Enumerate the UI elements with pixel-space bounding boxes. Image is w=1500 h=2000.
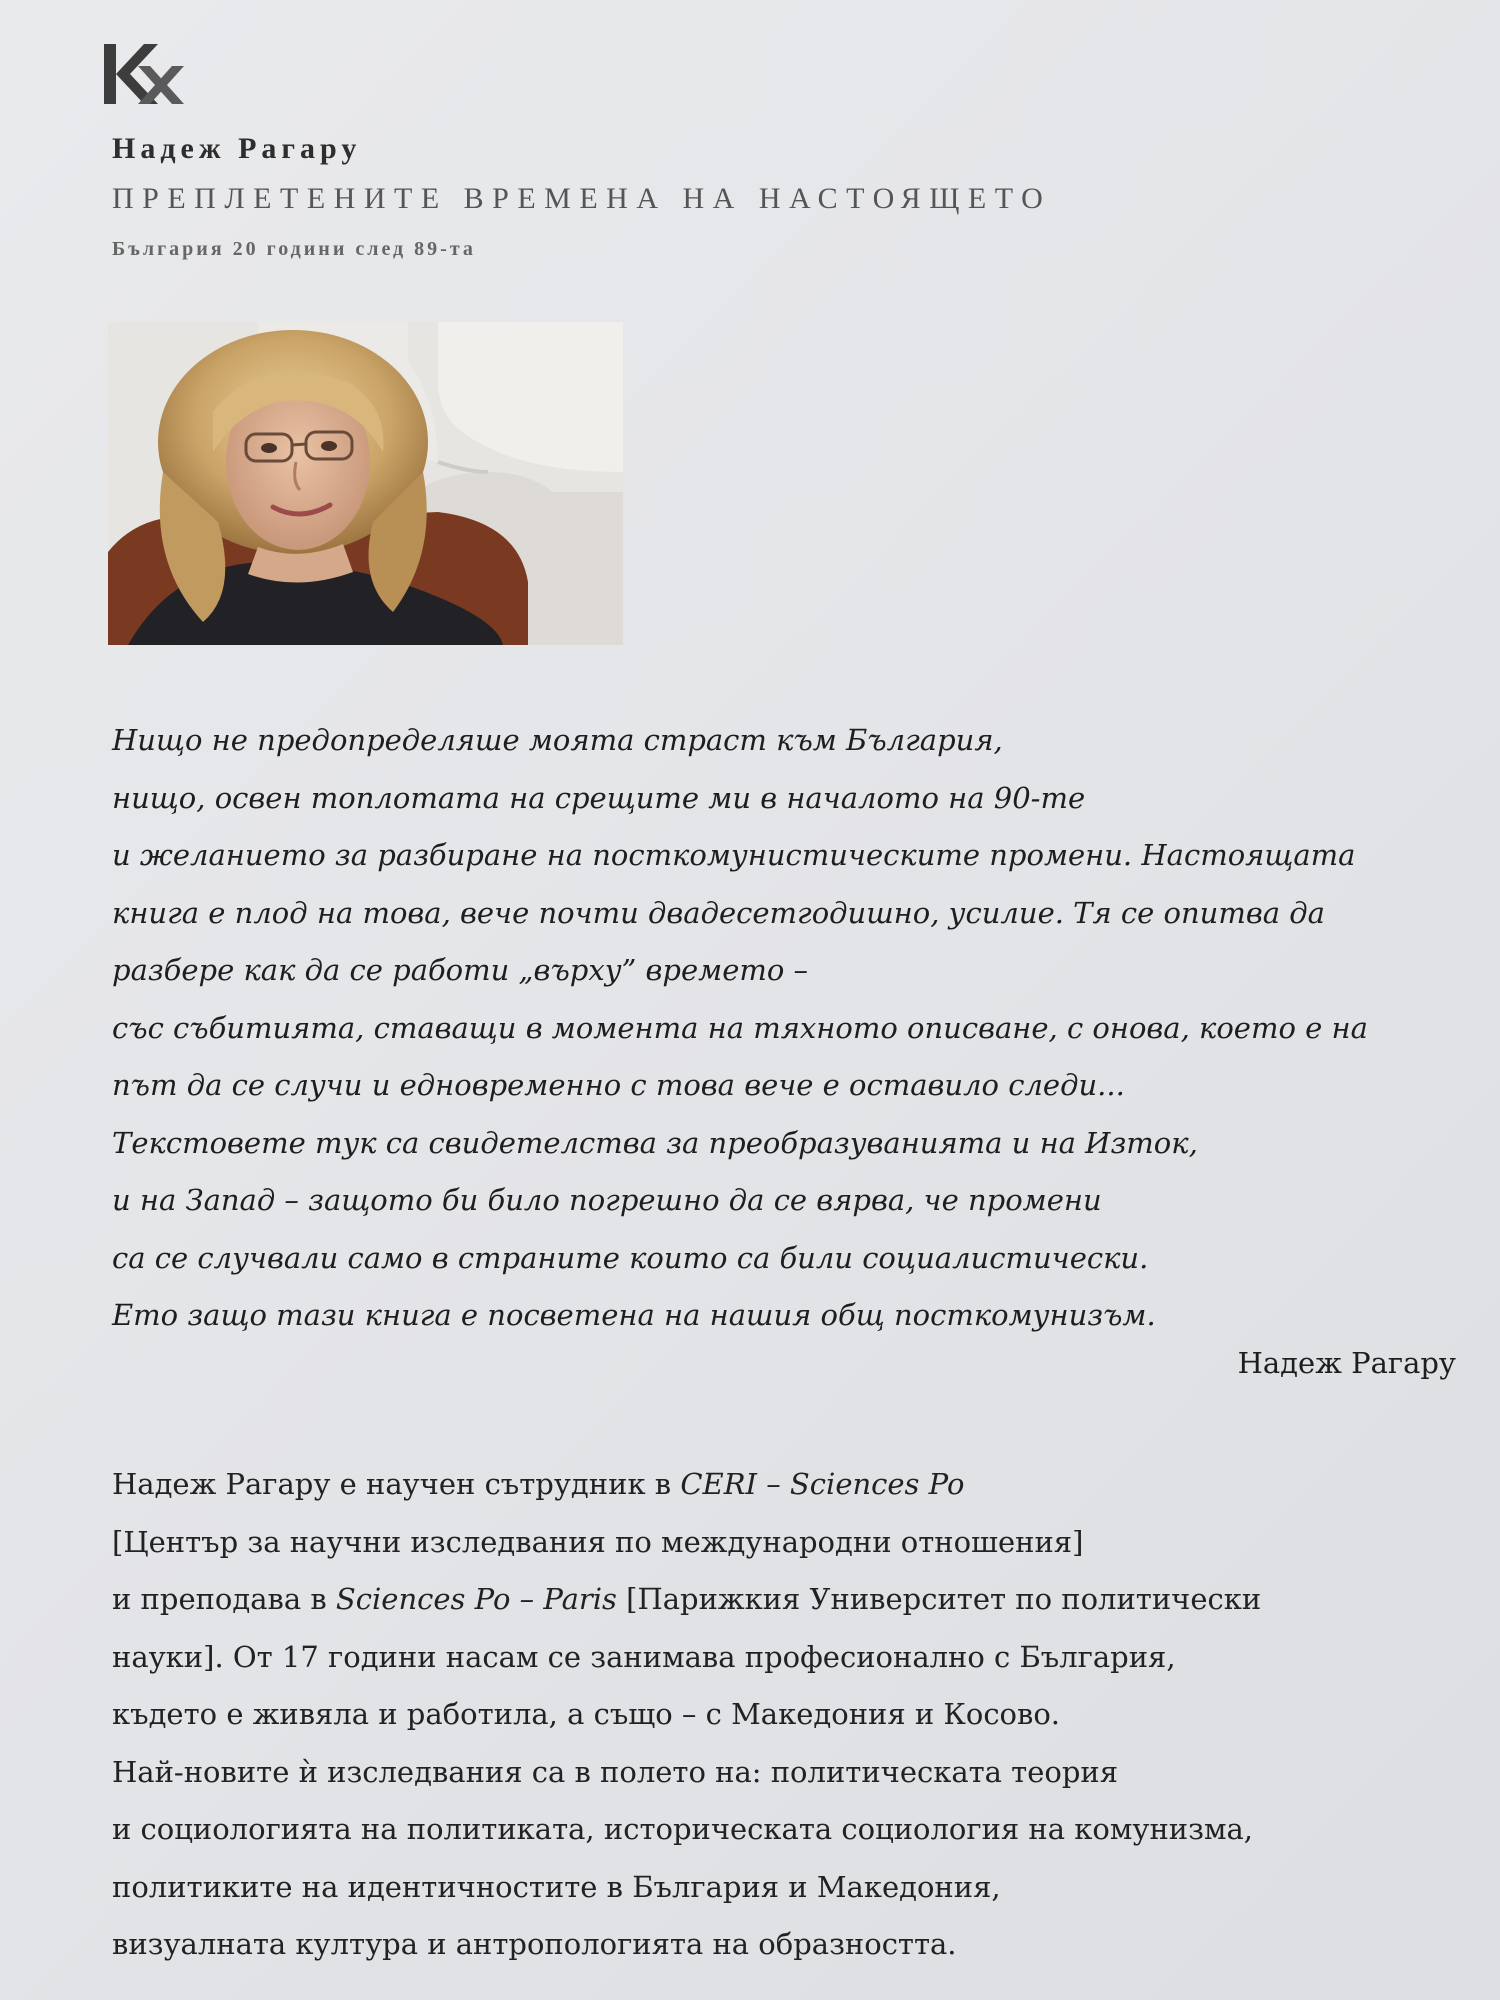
bio-text: [Парижкия Университет по политически	[616, 1582, 1262, 1616]
bio-text: Надеж Рагару е научен сътрудник в	[112, 1467, 681, 1501]
quote-line: нищо, освен топлотата на срещите ми в началото на 90-те	[112, 780, 1086, 815]
author-quote	[112, 712, 1452, 1345]
bio-line: където е живяла и работила, а също – с Македония и Косово.	[112, 1697, 1061, 1731]
bio-line: визуалната култура и антропологията на образността.	[112, 1927, 957, 1961]
institution-name: CERI – Sciences Po	[680, 1467, 965, 1501]
bio-line: науки]. От 17 години насам се занимава професионално с България,	[112, 1639, 1176, 1674]
quote-line: и на Запад – защото би било погрешно да се вярва, че промени	[112, 1183, 1102, 1217]
bio-line: Най-новите ѝ изследвания са в полето на: политическата теория	[112, 1754, 1119, 1789]
quote-signature: Надеж Рагару	[1237, 1346, 1456, 1380]
bio-line: [Център за научни изследвания по международни отношения]	[112, 1524, 1084, 1559]
quote-line: книга е плод на това, вече почти двадесетгодишно, усилие. Тя се опитва да	[112, 895, 1325, 930]
bio-line	[112, 1571, 1462, 1629]
quote-line: и желанието за разбиране на посткомунистическите промени. Настоящата	[112, 838, 1356, 872]
quote-line: със събитията, ставащи в момента на тяхното описване, с онова, което е на	[112, 1010, 1368, 1045]
author-photo	[108, 322, 623, 645]
quote-line: разбере как да се работи „върху” времето –	[112, 953, 809, 987]
quote-line: са се случвали само в страните които са били социалистически.	[112, 1240, 1149, 1275]
bio-line: политиките на идентичностите в България и Македония,	[112, 1869, 1001, 1904]
quote-line: път да се случи и едновременно с това вече е оставило следи...	[112, 1068, 1125, 1102]
quote-line: Нищо не предопределяше моята страст към България,	[112, 723, 1003, 757]
bio-text: и преподава в	[112, 1582, 336, 1616]
author-portrait-icon	[108, 322, 623, 645]
institution-name: Sciences Po – Paris	[335, 1582, 617, 1616]
book-title: ПРЕПЛЕТЕНИТЕ ВРЕМЕНА НА НАСТОЯЩЕТО	[112, 182, 1052, 215]
quote-line: Текстовете тук са свидетелства за преобразуванията и на Изток,	[112, 1125, 1198, 1160]
kx-publisher-logo-icon	[100, 40, 190, 110]
bio-line: и социологията на политиката, историческата социология на комунизма,	[112, 1812, 1254, 1846]
bio-line	[112, 1456, 1462, 1514]
quote-line: Ето защо тази книга е посветена на нашия общ посткомунизъм.	[112, 1298, 1156, 1332]
author-name: Надеж Рагару	[112, 132, 362, 165]
publisher-logo	[100, 40, 190, 110]
book-subtitle: България 20 години след 89-та	[112, 238, 476, 260]
author-bio	[112, 1456, 1462, 1974]
